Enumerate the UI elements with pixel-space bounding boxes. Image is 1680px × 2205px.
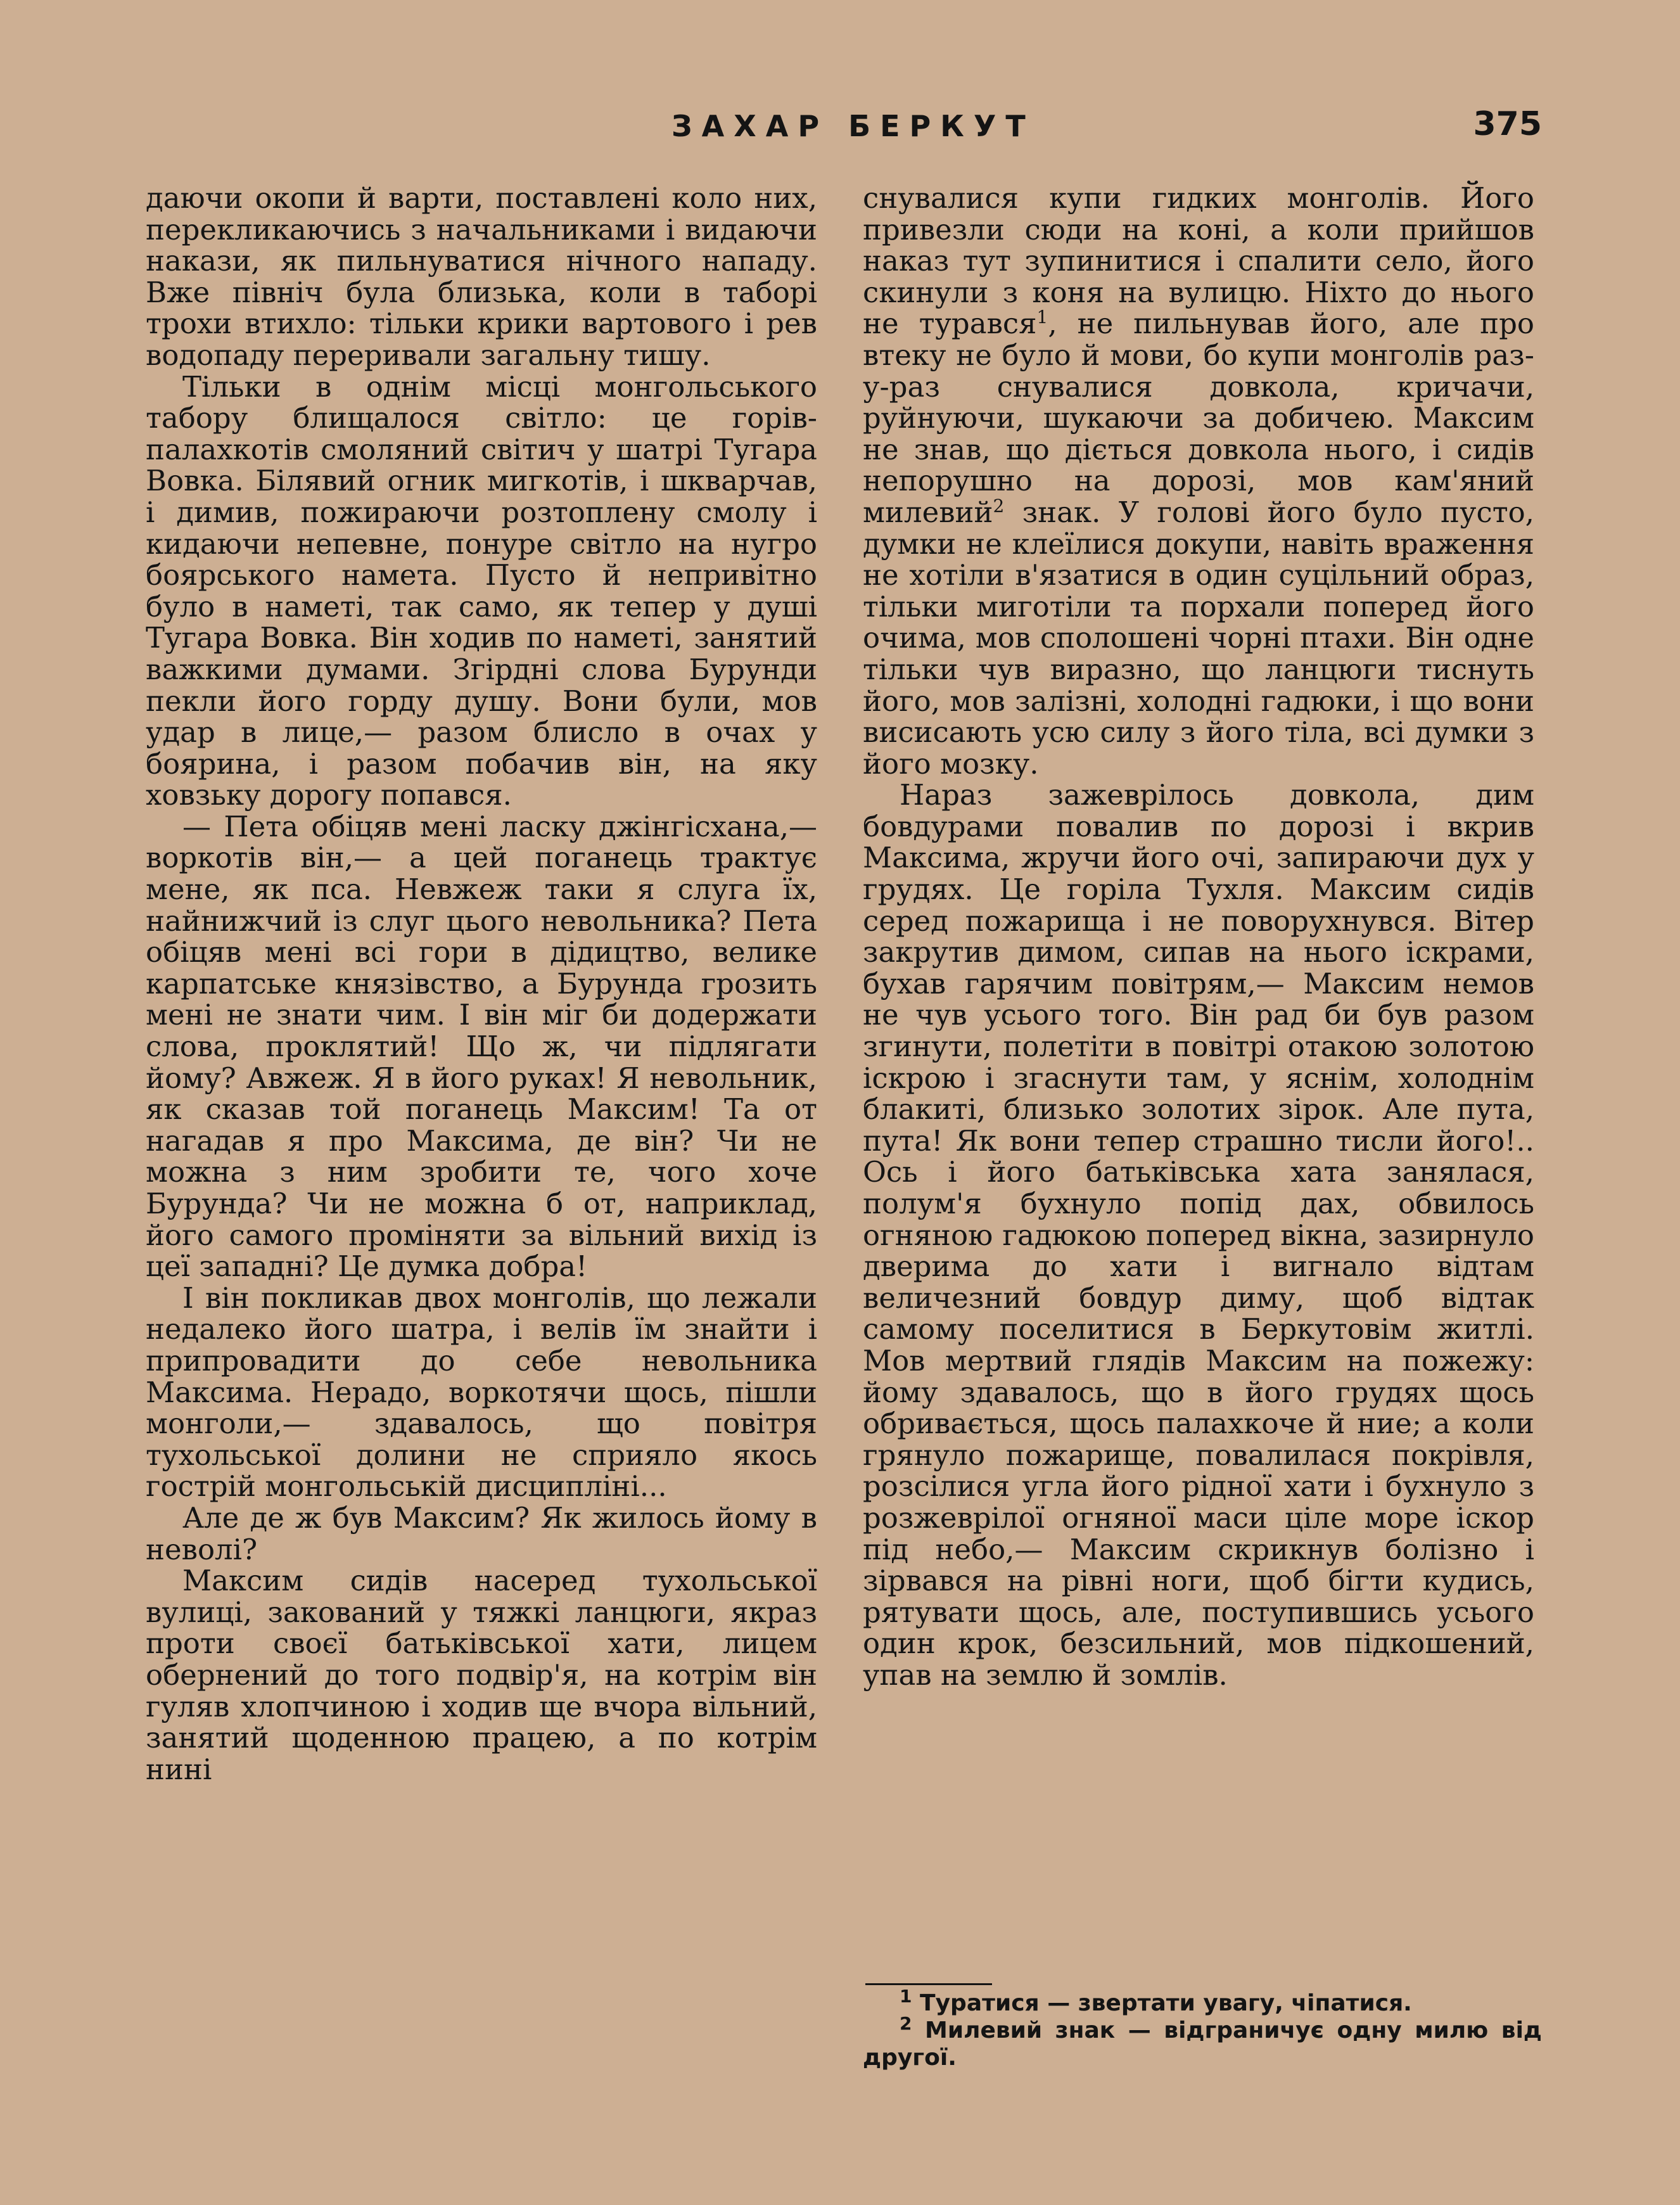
footnote [863, 1986, 1542, 2017]
paragraph-text: знак. У голові його було пусто, думки не клеїлися докупи, навіть враження не хотіли в'язатися в один суцільний образ, тільки миготіли та порхали поперед його очима, мов сполошені чорні птахи. Він одне тільки чув виразно, що ланцюги тиснуть його, мов залізні, холодні гадюки, і що вони висисають усю силу з його тіла, всі думки з його мозку. [863, 495, 1534, 781]
footnote-text: Туратися — звертати увагу, чіпатися. [920, 1990, 1412, 2016]
running-title: ЗАХАР БЕРКУТ [671, 109, 1035, 143]
footnote-mark: 1 [1036, 307, 1048, 328]
footnote-rule [865, 1983, 992, 1985]
paragraph: Нараз зажеврілось довкола, дим бовдурами повалив по дорозі і вкрив Максима, жручи його очі, запираючи дух у грудях. Це горіла Тухля. Максим сидів серед пожарища і не поворухнувся. Вітер закрутив димом, сипав на нього іскрами, бухав гарячим повітрям,— Максим немов не чув усього того. Він рад би був разом згинути, полетіти в повітрі отакою золотою іскрою і згаснути там, у яснім, холоднім блакиті, близько золотих зірок. Але пута, пута! Як вони тепер страшно тисли його!.. Ось і його батьківська хата занялася, полум'я бухнуло попід дах, обвилось огняною гадюкою поперед вікна, зазирнуло дверима до хати і вигнало відтам величезний бовдур диму, щоб відтак самому поселитися в Беркутовім житлі. Мов мертвий глядів Максим на пожежу: йому здавалось, що в його грудях щось обривається, щось палахкоче й ние; а коли грянуло пожарище, повалилася покрівля, розсілися угла його рідної хати і бухнуло з розжеврілої огняної маси ціле море іскор під небо,— Максим скрикнув болізно і зірвався на рівні ноги, щоб бігти кудись, рятувати щось, але, поступившись усього один крок, безсильний, мов підкошений, упав на землю й зомлів. [863, 778, 1534, 1692]
paragraph: даючи окопи й варти, поставлені коло них, перекликаючись з начальниками і видаючи накази, як пильнуватися нічного нападу. Вже північ була близька, коли в таборі трохи втихло: тільки крики вартового і рев водопаду переривали загальну тишу. [146, 181, 817, 372]
page-number: 375 [1473, 105, 1542, 143]
paragraph-text: снувалися купи гидких монголів. Його привезли сюди на коні, а коли прийшов наказ тут зупинитися і спалити село, його скинули з коня на вулицю. Ніхто до нього не турався [863, 181, 1534, 341]
right-column [863, 182, 1534, 1691]
footnote-mark: 2 [993, 495, 1005, 516]
paragraph [863, 182, 1534, 779]
paragraph: Але де ж був Максим? Як жилось йому в неволі? [146, 1500, 817, 1566]
footnote-text: Милевий знак — відграничує одну милю від другої. [863, 2017, 1542, 2071]
paragraph: Тільки в однім місці монгольського табору блищалося світло: це горів-палахкотів смоляний світич у шатрі Тугара Вовка. Білявий огник мигкотів, і шкварчав, і димив, пожираючи розтоплену смолу і кидаючи непевне, понуре світло на нугро боярського намета. Пусто й непривітно було в наметі, так само, як тепер у душі Тугара Вовка. Він ходив по наметі, занятий важкими думами. Згірдні слова Бурунди пекли його горду душу. Вони були, мов удар в лице,— разом блисло в очах у боярина, і разом побачив він, на яку ховзьку дорогу попався. [146, 369, 817, 812]
paragraph: — Пета обіцяв мені ласку джінгісхана,— воркотів він,— а цей поганець трактує мене, як пса. Невжеж таки я слуга їх, найнижчий із слуг цього невольника? Пета обіцяв мені всі гори в дідицтво, велике карпатське князівство, а Бурунда грозить мені не знати чим. І він міг би додержати слова, проклятий! Що ж, чи підлягати йому? Авжеж. Я в його руках! Я невольник, як сказав той поганець Максим! Та от нагадав я про Максима, де він? Чи не можна з ним зробити те, чого хоче Бурунда? Чи не можна б от, наприклад, його самого проміняти за вільний вихід із цеї западні? Це думка добра! [146, 809, 817, 1284]
left-column [146, 182, 817, 1785]
paragraph: Максим сидів насеред тухольської вулиці, закований у тяжкі ланцюги, якраз проти своєї батьківської хати, лицем обернений до того подвір'я, на котрім він гуляв хлопчиною і ходив ще вчора вільний, занятий щоденною працею, а по котрім нині [146, 1564, 817, 1786]
footnote-mark: 2 [900, 2013, 912, 2034]
paragraph-text: , не пильнував його, але про втеку не було й мови, бо купи монголів раз-у-раз снувалися довкола, кричачи, руйнуючи, шукаючи за добичею. Максим не знав, що діється довкола нього, і сидів непорушно на дорозі, мов кам'яний милевий [863, 307, 1534, 529]
paragraph: І він покликав двох монголів, що лежали недалеко його шатра, і велів їм знайти і припровадити до себе невольника Максима. Нерадо, воркотячи щось, пішли монголи,— здавалось, що повітря тухольської долини не сприяло якось гострій монгольській дисципліні... [146, 1281, 817, 1504]
footnote-mark: 1 [900, 1986, 912, 2007]
footnotes [863, 1986, 1542, 2071]
footnote [863, 2013, 1542, 2071]
